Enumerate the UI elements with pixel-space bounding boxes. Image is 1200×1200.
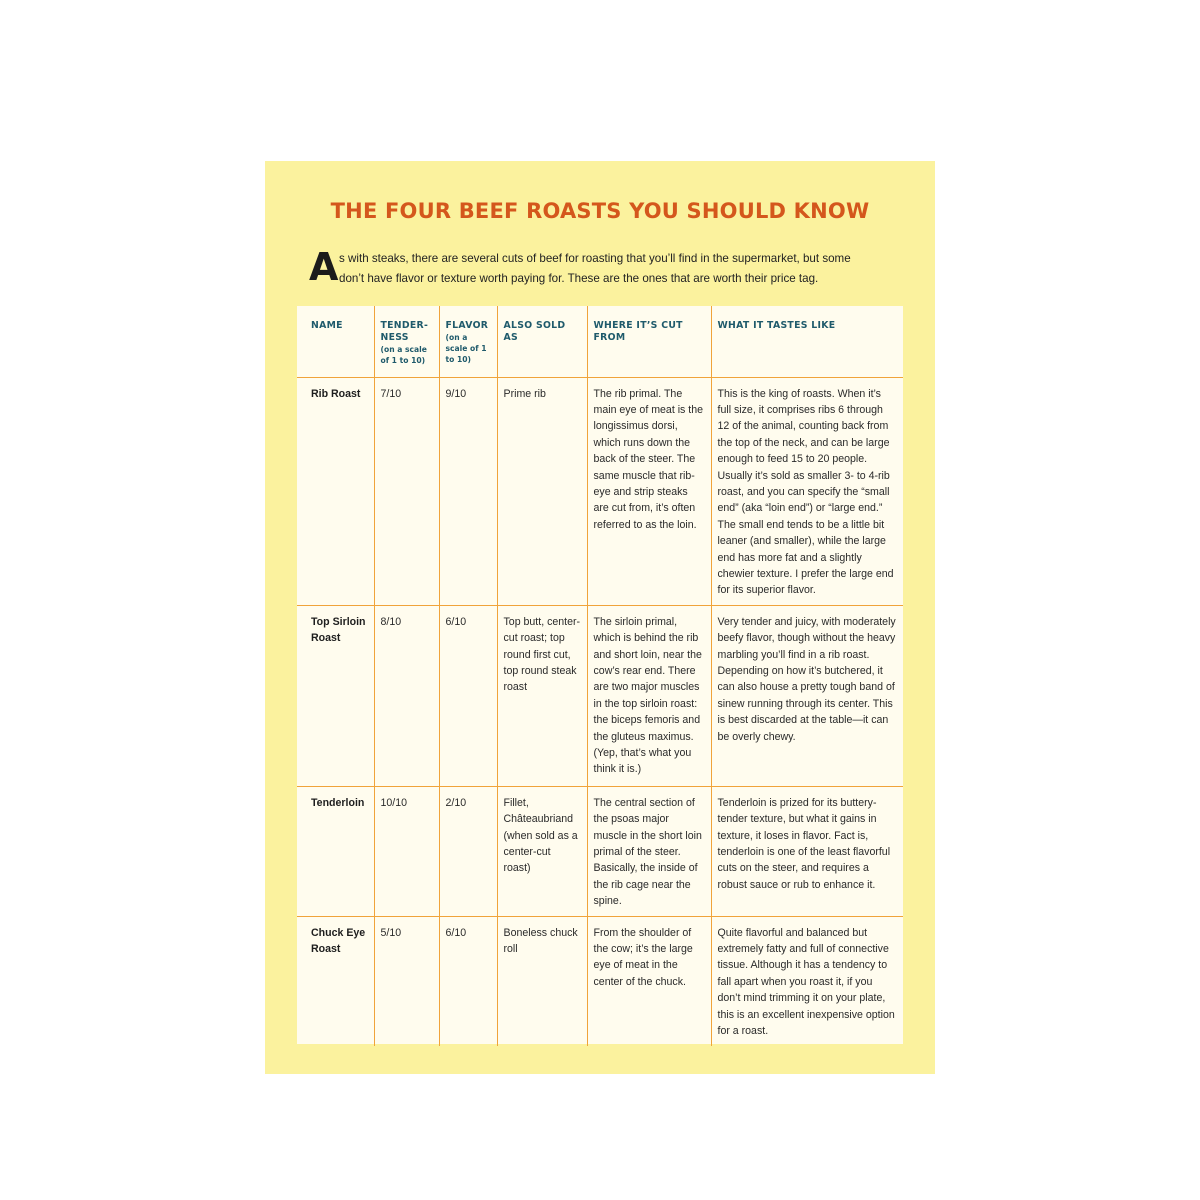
header-tenderness: TENDER-NESS (on a scale of 1 to 10) <box>374 306 439 377</box>
header-name: NAME <box>297 306 374 377</box>
intro-line-2: don’t have flavor or texture worth paying for. These are the ones that are worth their price tag. <box>339 272 819 285</box>
table-row <box>297 377 903 605</box>
header-flavor: FLAVOR (on a scale of 1 to 10) <box>439 306 497 377</box>
roast-table <box>297 306 903 1046</box>
header-tastes-like: WHAT IT TASTES LIKE <box>711 306 903 377</box>
cell-tastes-like: Quite flavorful and balanced but extremely fatty and full of connective tissue. Although it has a tendency to fall apart when you roast it, if you don’t mind trimming it on your plate, this is an excellent inexpensive option for a roast. <box>711 916 903 1046</box>
cell-where-cut: The sirloin primal, which is behind the rib and short loin, near the cow’s rear end. There are two major muscles in the top sirloin roast: the biceps femoris and the gluteus maximus. (Yep, that’s what you think it is.) <box>587 605 711 786</box>
table-header-row <box>297 306 903 377</box>
intro-line-1: s with steaks, there are several cuts of beef for roasting that you’ll find in the supermarket, but some <box>339 252 851 265</box>
header-where-cut: WHERE IT’S CUT FROM <box>587 306 711 377</box>
cell-also-sold-as: Boneless chuck roll <box>497 916 587 1046</box>
drop-cap: A <box>309 245 339 289</box>
cell-tenderness: 5/10 <box>374 916 439 1046</box>
cell-tenderness: 8/10 <box>374 605 439 786</box>
cell-name: Top Sirloin Roast <box>297 605 374 786</box>
cell-tastes-like: Very tender and juicy, with moderately beefy flavor, though without the heavy marbling you’ll find in a rib roast. Depending on how it’s butchered, it can also house a pretty tough band of sinew running through its center. This is best discarded at the table—it can be overly chewy. <box>711 605 903 786</box>
cell-tenderness: 7/10 <box>374 377 439 605</box>
cell-also-sold-as: Top butt, center-cut roast; top round first cut, top round steak roast <box>497 605 587 786</box>
cell-also-sold-as: Fillet, Châteaubriand (when sold as a center-cut roast) <box>497 786 587 916</box>
intro-paragraph <box>309 247 899 291</box>
table-row <box>297 786 903 916</box>
header-tenderness-sub: (on a scale of 1 to 10) <box>380 345 427 365</box>
table-row <box>297 916 903 1046</box>
table-row <box>297 605 903 786</box>
cell-where-cut: The central section of the psoas major muscle in the short loin primal of the steer. Basically, the inside of the rib cage near the spine. <box>587 786 711 916</box>
cell-flavor: 9/10 <box>439 377 497 605</box>
header-flavor-sub: (on a scale of 1 to 10) <box>445 333 487 364</box>
book-page <box>265 161 935 1074</box>
cell-tastes-like: This is the king of roasts. When it’s full size, it comprises ribs 6 through 12 of the animal, counting back from the top of the neck, and can be large enough to feed 15 to 20 people. Usually it’s sold as smaller 3- to 4-rib roast, and you can specify the “small end” (aka “loin end”) or “large end.” The small end tends to be a little bit leaner (and smaller), while the large end has more fat and a slightly chewier texture. I prefer the large end for its superior flavor. <box>711 377 903 605</box>
header-also-sold-as: ALSO SOLD AS <box>497 306 587 377</box>
page-title: THE FOUR BEEF ROASTS YOU SHOULD KNOW <box>330 199 870 223</box>
cell-where-cut: From the shoulder of the cow; it’s the large eye of meat in the center of the chuck. <box>587 916 711 1046</box>
cell-also-sold-as: Prime rib <box>497 377 587 605</box>
cell-name: Rib Roast <box>297 377 374 605</box>
cell-flavor: 6/10 <box>439 916 497 1046</box>
cell-flavor: 2/10 <box>439 786 497 916</box>
cell-name: Tenderloin <box>297 786 374 916</box>
cell-where-cut: The rib primal. The main eye of meat is the longissimus dorsi, which runs down the back of the steer. The same muscle that rib-eye and strip steaks are cut from, it’s often referred to as the loin. <box>587 377 711 605</box>
cell-tenderness: 10/10 <box>374 786 439 916</box>
cell-name: Chuck Eye Roast <box>311 926 366 956</box>
cell-flavor: 6/10 <box>439 605 497 786</box>
roast-table-card <box>297 306 903 1044</box>
cell-tastes-like: Tenderloin is prized for its buttery-tender texture, but what it gains in texture, it loses in flavor. Fact is, tenderloin is one of the least flavorful cuts on the steer, and requires a robust sauce or rub to enhance it. <box>711 786 903 916</box>
